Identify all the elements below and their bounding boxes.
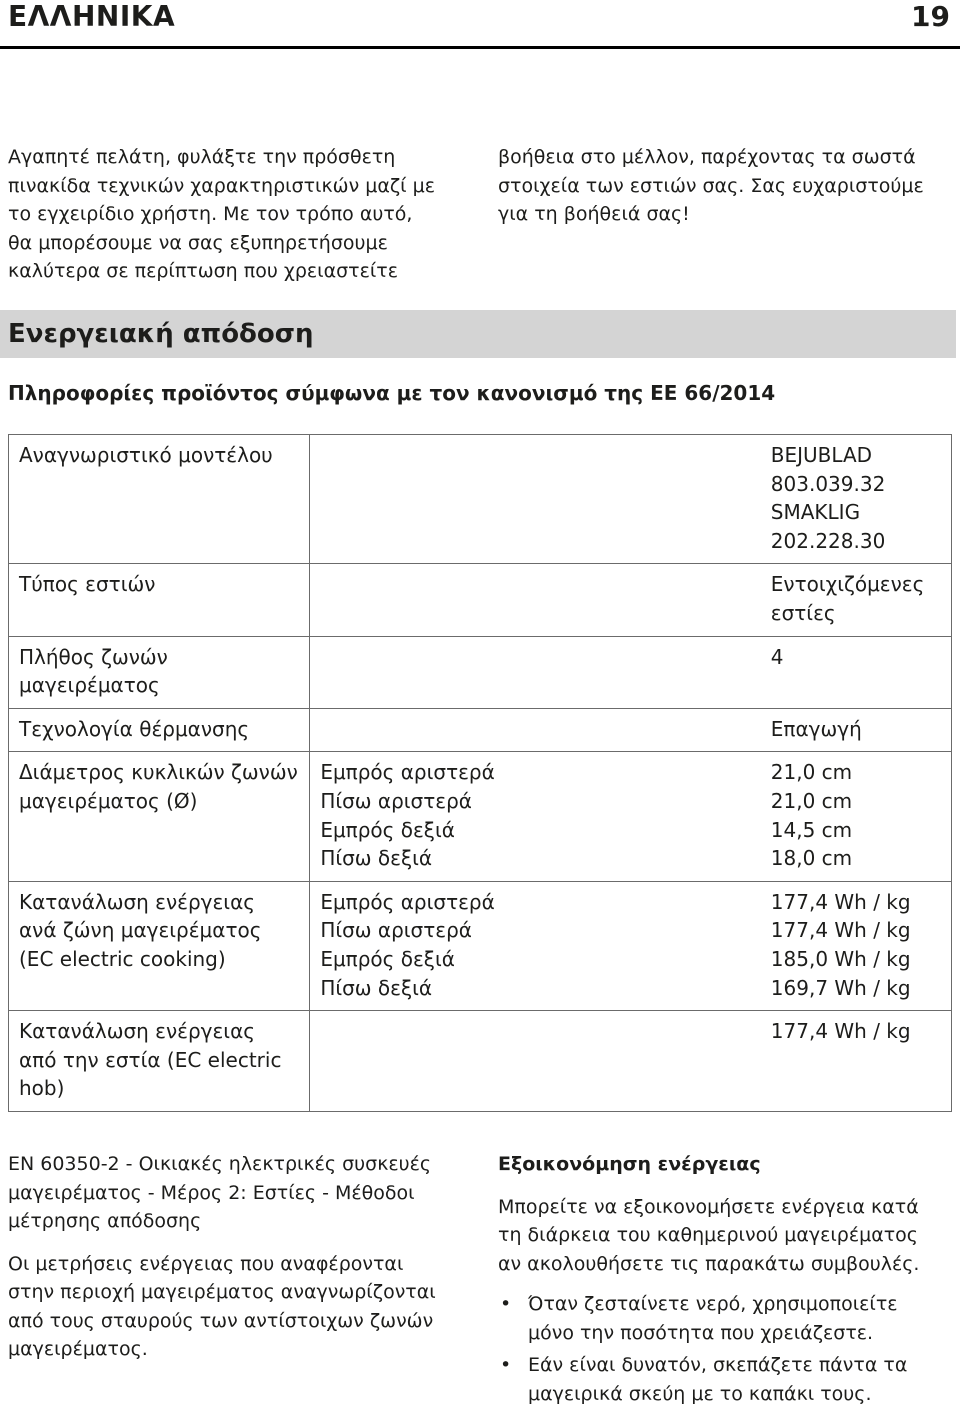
table-row-zone-count: [9, 636, 952, 708]
intro-line: για τη βοήθειά σας!: [498, 203, 690, 225]
zone-line: Εμπρός αριστερά: [320, 889, 495, 914]
energy-tips-list: [498, 1290, 953, 1408]
row-value: [761, 636, 952, 708]
standard-notes: [8, 1150, 478, 1364]
intro-paragraph-right: [498, 143, 953, 229]
row-label: [9, 881, 310, 1010]
value-line: 14,5 cm: [770, 817, 853, 842]
label-line: μαγειρέματος (Ø): [19, 788, 198, 813]
text-line: στην περιοχή μαγειρέματος αναγνωρίζονται: [8, 1281, 436, 1303]
row-label: [9, 435, 310, 564]
row-label: [9, 752, 310, 881]
bullet-icon: •: [500, 1293, 512, 1315]
text-line: μέτρησης απόδοσης: [8, 1210, 202, 1232]
intro-line: βοήθεια στο μέλλον, παρέχοντας τα σωστά: [498, 146, 916, 168]
row-zone: [310, 881, 761, 1010]
row-label: [9, 708, 310, 752]
row-zone: [310, 564, 761, 636]
intro-line: πινακίδα τεχνικών χαρακτηριστικών μαζί με: [8, 174, 436, 197]
label-line: Κατανάλωση ενέργειας: [19, 889, 255, 914]
energy-saving-heading: Εξοικονόμηση ενέργειας: [498, 1153, 761, 1175]
intro-line: το εγχειρίδιο χρήστη. Με τον τρόπο αυτό,: [8, 203, 413, 225]
measurement-paragraph: [8, 1250, 478, 1364]
standard-paragraph: [8, 1150, 478, 1236]
label-line: Διάμετρος κυκλικών ζωνών: [19, 760, 298, 785]
section-title-bar: [0, 310, 956, 358]
row-value: [761, 564, 952, 636]
zone-line: Πίσω δεξιά: [320, 846, 433, 871]
label-line: Κατανάλωση ενέργειας: [19, 1019, 255, 1044]
row-label: [9, 1011, 310, 1112]
value-line: SMAKLIG: [770, 500, 861, 525]
value-line: 21,0 cm: [770, 788, 853, 813]
row-label: [9, 564, 310, 636]
text-line: Όταν ζεσταίνετε νερό, χρησιμοποιείτε: [528, 1293, 898, 1315]
text-line: τη διάρκεια του καθημερινού μαγειρέματος: [498, 1224, 918, 1246]
zone-line: Πίσω δεξιά: [320, 975, 433, 1000]
value-line: 185,0 Wh / kg: [770, 946, 911, 971]
row-zone: [310, 752, 761, 881]
value-line: 21,0 cm: [770, 760, 853, 785]
value-line: 177,4 Wh / kg: [770, 889, 911, 914]
row-value: [761, 708, 952, 752]
value-line: 169,7 Wh / kg: [770, 975, 911, 1000]
product-info-table: [8, 434, 952, 1112]
text-line: αν ακολουθήσετε τις παρακάτω συμβουλές.: [498, 1252, 920, 1275]
list-item: [498, 1351, 953, 1408]
value-line: Εντοιχιζόμενες: [770, 572, 925, 597]
header-rule: [0, 46, 960, 49]
label-line: Αναγνωριστικό μοντέλου: [19, 443, 273, 467]
table-row-zone-diameter: [9, 752, 952, 881]
row-zone: [310, 435, 761, 564]
text-line: μόνο την ποσότητα που χρειάζεστε.: [528, 1321, 874, 1344]
label-line: μαγειρέματος: [19, 673, 160, 698]
zone-line: Εμπρός δεξιά: [320, 817, 455, 842]
energy-saving-paragraph: [498, 1193, 953, 1279]
row-value: [761, 435, 952, 564]
label-line: ανά ζώνη μαγειρέματος: [19, 918, 262, 943]
bullet-icon: •: [500, 1354, 512, 1376]
intro-paragraph-left: [8, 143, 468, 286]
text-line: από τους σταυρούς των αντίστοιχων ζωνών: [8, 1309, 434, 1332]
table-row-model-id: [9, 435, 952, 564]
label-line: Πλήθος ζωνών: [19, 644, 168, 669]
section-title: Ενεργειακή απόδοση: [8, 319, 314, 349]
row-zone: [310, 708, 761, 752]
zone-line: Εμπρός αριστερά: [320, 760, 495, 785]
value-line: 18,0 cm: [770, 846, 853, 871]
text-line: μαγειρικά σκεύη με το καπάκι τους.: [528, 1382, 872, 1405]
intro-line: στοιχεία των εστιών σας. Σας ευχαριστούμε: [498, 174, 924, 197]
text-line: EN 60350-2 - Οικιακές ηλεκτρικές συσκευές: [8, 1153, 432, 1175]
value-line: Επαγωγή: [770, 716, 862, 741]
table-row-heating-technology: [9, 708, 952, 752]
value-line: BEJUBLAD: [770, 443, 873, 467]
row-value: [761, 881, 952, 1010]
text-line: μαγειρέματος - Μέρος 2: Εστίες - Μέθοδοι: [8, 1181, 415, 1204]
regulation-subheading: Πληροφορίες προϊόντος σύμφωνα με τον κανονισμό της ΕΕ 66/2014: [8, 381, 776, 405]
text-line: μαγειρέματος.: [8, 1338, 148, 1360]
zone-line: Πίσω αριστερά: [320, 918, 472, 943]
energy-saving-section: [498, 1150, 953, 1412]
value-line: 803.039.32: [770, 471, 886, 496]
label-line: Τύπος εστιών: [19, 572, 156, 597]
text-line: Οι μετρήσεις ενέργειας που αναφέρονται: [8, 1252, 404, 1275]
value-line: εστίες: [770, 600, 836, 625]
row-value: [761, 752, 952, 881]
page-number: 19: [911, 0, 950, 33]
value-line: 4: [770, 644, 784, 669]
row-value: [761, 1011, 952, 1112]
row-zone: [310, 636, 761, 708]
text-line: Εάν είναι δυνατόν, σκεπάζετε πάντα τα: [528, 1354, 908, 1376]
row-label: [9, 636, 310, 708]
zone-line: Εμπρός δεξιά: [320, 946, 455, 971]
zone-line: Πίσω αριστερά: [320, 788, 472, 813]
label-line: από την εστία (EC electric: [19, 1047, 282, 1072]
table-row-energy-hob: [9, 1011, 952, 1112]
list-item: [498, 1290, 953, 1347]
value-line: 177,4 Wh / kg: [770, 1019, 911, 1044]
label-line: hob): [19, 1076, 65, 1101]
row-zone: [310, 1011, 761, 1112]
label-line: Τεχνολογία θέρμανσης: [19, 716, 250, 741]
value-line: 202.228.30: [770, 528, 886, 553]
table-row-energy-per-zone: [9, 881, 952, 1010]
text-line: Μπορείτε να εξοικονομήσετε ενέργεια κατά: [498, 1195, 919, 1218]
intro-line: Αγαπητέ πελάτη, φυλάξτε την πρόσθετη: [8, 146, 396, 168]
label-line: (EC electric cooking): [19, 946, 226, 971]
language-header: ΕΛΛΗΝΙΚΑ: [8, 0, 176, 33]
value-line: 177,4 Wh / kg: [770, 918, 911, 943]
table-row-hob-type: [9, 564, 952, 636]
intro-line: καλύτερα σε περίπτωση που χρειαστείτε: [8, 260, 399, 282]
intro-line: θα μπορέσουμε να σας εξυπηρετήσουμε: [8, 231, 388, 254]
